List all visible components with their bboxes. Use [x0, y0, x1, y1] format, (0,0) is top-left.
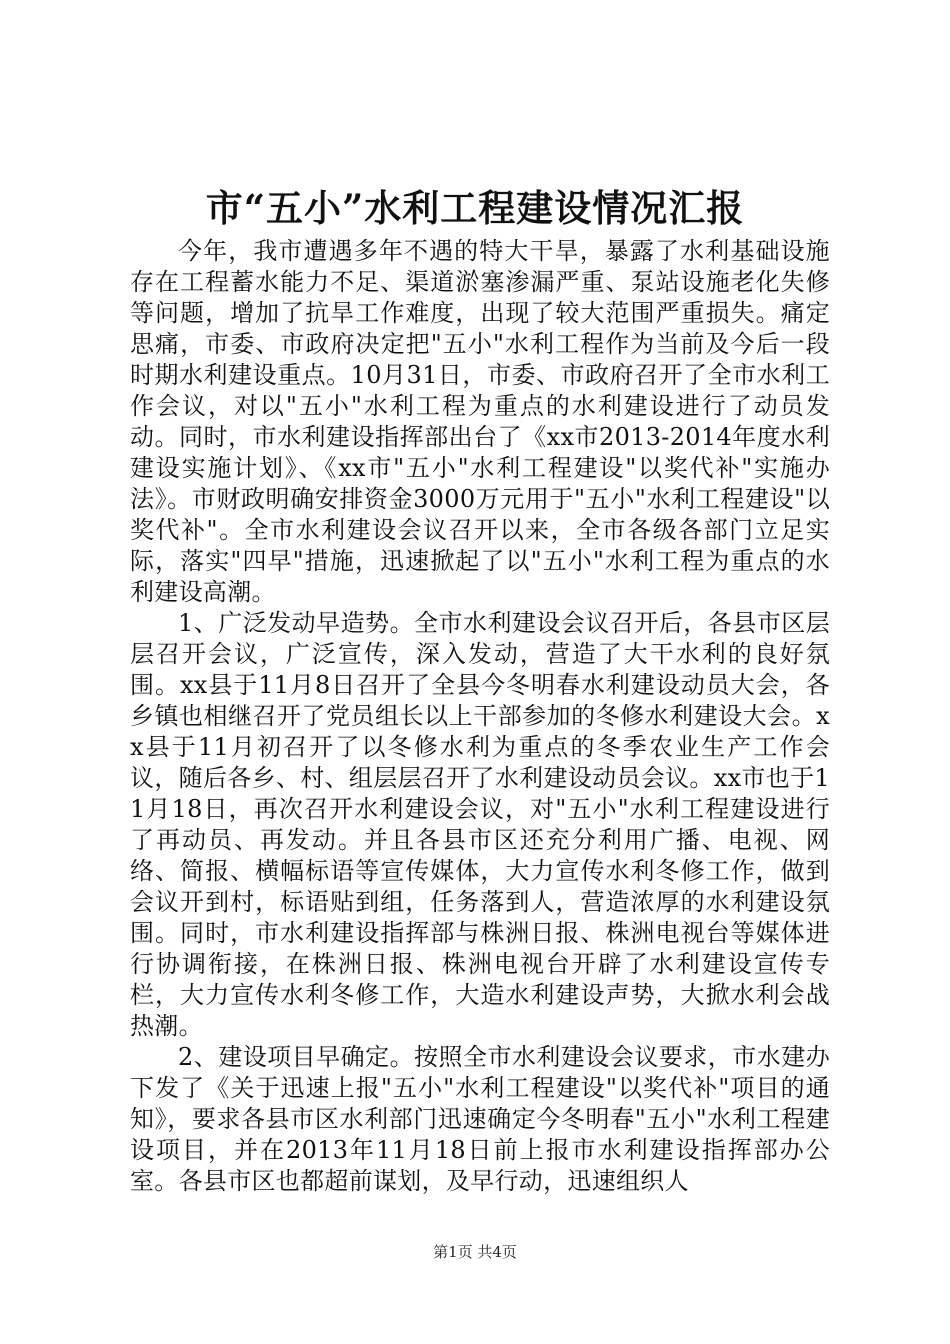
document-title: 市“五小”水利工程建设情况汇报 [205, 186, 745, 230]
paragraph-intro: 今年，我市遭遇多年不遇的特大干旱，暴露了水利基础设施存在工程蓄水能力不足、渠道淤塞渗漏严重、泵站设施老化失修等问题，增加了抗旱工作难度，出现了较大范围严重损失。痛定思痛，市委、市政府决定把"五小"水利工程作为当前及今后一段时期水利建设重点。10月31日，市委、市政府召开了全市水利工作会议，对以"五小"水利工程为重点的水利建设进行了动员发动。同时，市水利建设指挥部出台了《xx市2013-2014年度水利建设实施计划》、《xx市"五小"水利工程建设"以奖代补"实施办法》。市财政明确安排资金3000万元用于"五小"水利工程建设"以奖代补"。全市水利建设会议召开以来，全市各级各部门立足实际，落实"四早"措施，迅速掀起了以"五小"水利工程为重点的水利建设高潮。 [130, 237, 830, 606]
paragraph-section-2: 2、建设项目早确定。按照全市水利建设会议要求，市水建办下发了《关于迅速上报"五小"水利工程建设"以奖代补"项目的通知》，要求各县市区水利部门迅速确定今冬明春"五小"水利工程建设项目，并在2013年11月18日前上报市水利建设指挥部办公室。各县市区也都超前谋划，及早行动，迅速组织人 [130, 1043, 830, 1195]
page-footer: 第1页 共4页 [433, 1243, 517, 1261]
paragraph-section-1: 1、广泛发动早造势。全市水利建设会议召开后，各县市区层层召开会议，广泛宣传，深入发动，营造了大干水利的良好氛围。xx县于11月8日召开了全县今冬明春水利建设动员大会，各乡镇也相继召开了党员组长以上干部参加的冬修水利建设大会。xx县于11月初召开了以冬修水利为重点的冬季农业生产工作会议，随后各乡、村、组层层召开了水利建设动员会议。xx市也于11月18日，再次召开水利建设会议，对"五小"水利工程建设进行了再动员、再发动。并且各县市区还充分利用广播、电视、网络、简报、横幅标语等宣传媒体，大力宣传水利冬修工作，做到会议开到村，标语贴到组，任务落到人，营造浓厚的水利建设氛围。同时，市水利建设指挥部与株洲日报、株洲电视台等媒体进行协调衔接，在株洲日报、株洲电视台开辟了水利建设宣传专栏，大力宣传水利冬修工作，大造水利建设声势，大掀水利会战热潮。 [130, 609, 830, 1040]
document-body [130, 236, 830, 1197]
